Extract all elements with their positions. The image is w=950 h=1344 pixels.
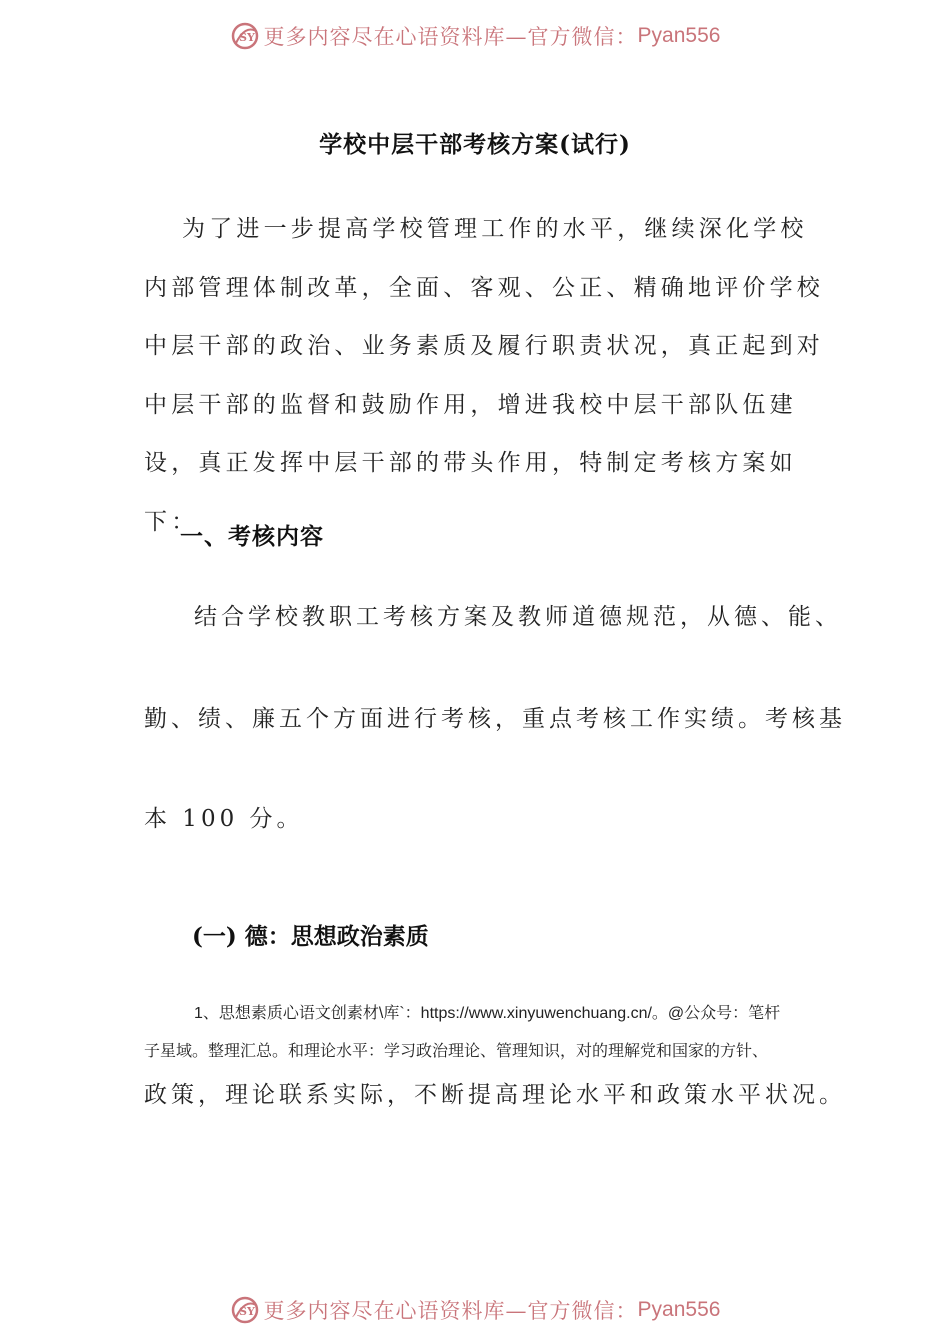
logo-icon	[230, 21, 260, 51]
watermark-wechat-id: Pyan556	[637, 24, 721, 47]
section-body-line-2: 勤、绩、廉五个方面进行考核，重点考核工作实绩。考核基	[144, 706, 846, 732]
section-body-line-1: 结合学校教职工考核方案及教师道德规范，从德、能、	[194, 604, 842, 630]
svg-text:SY: SY	[238, 1305, 255, 1318]
logo-icon	[230, 1295, 260, 1325]
item-1-line-3: 政策，理论联系实际，不断提高理论水平和政策水平状况。	[144, 1082, 846, 1108]
header-watermark	[0, 16, 950, 56]
svg-text:SY: SY	[238, 31, 255, 44]
item-1-line-2: 子星域。整理汇总。和理论水平：学习政治理论、管理知识，对的理解党和国家的方针、	[144, 1043, 769, 1060]
document-title: 学校中层干部考核方案(试行)	[319, 131, 631, 158]
section-body-line-3: 本 100 分。	[144, 806, 304, 832]
item-1-line-1: 1、思想素质心语文创素材\库`：https://www.xinyuwenchuang.cn/。@公众号：笔杆	[194, 1005, 781, 1022]
section-heading-content: 一、考核内容	[180, 523, 324, 550]
footer-watermark	[0, 1290, 950, 1330]
watermark-text: 更多内容尽在心语资料库—官方微信：	[263, 25, 638, 49]
watermark-wechat-id: Pyan556	[637, 1298, 721, 1321]
subsection-heading-morality: (一) 德：思想政治素质	[192, 923, 429, 950]
intro-paragraph: 为了进一步提高学校管理工作的水平，继续深化学校内部管理体制改革，全面、客观、公正、精确地评价学校中层干部的政治、业务素质及履行职责状况，真正起到对中层干部的监督和鼓励作用，增进我校中层干部队伍建设，真正发挥中层干部的带头作用，特制定考核方案如下：	[144, 216, 824, 535]
watermark-text: 更多内容尽在心语资料库—官方微信：	[263, 1299, 638, 1323]
